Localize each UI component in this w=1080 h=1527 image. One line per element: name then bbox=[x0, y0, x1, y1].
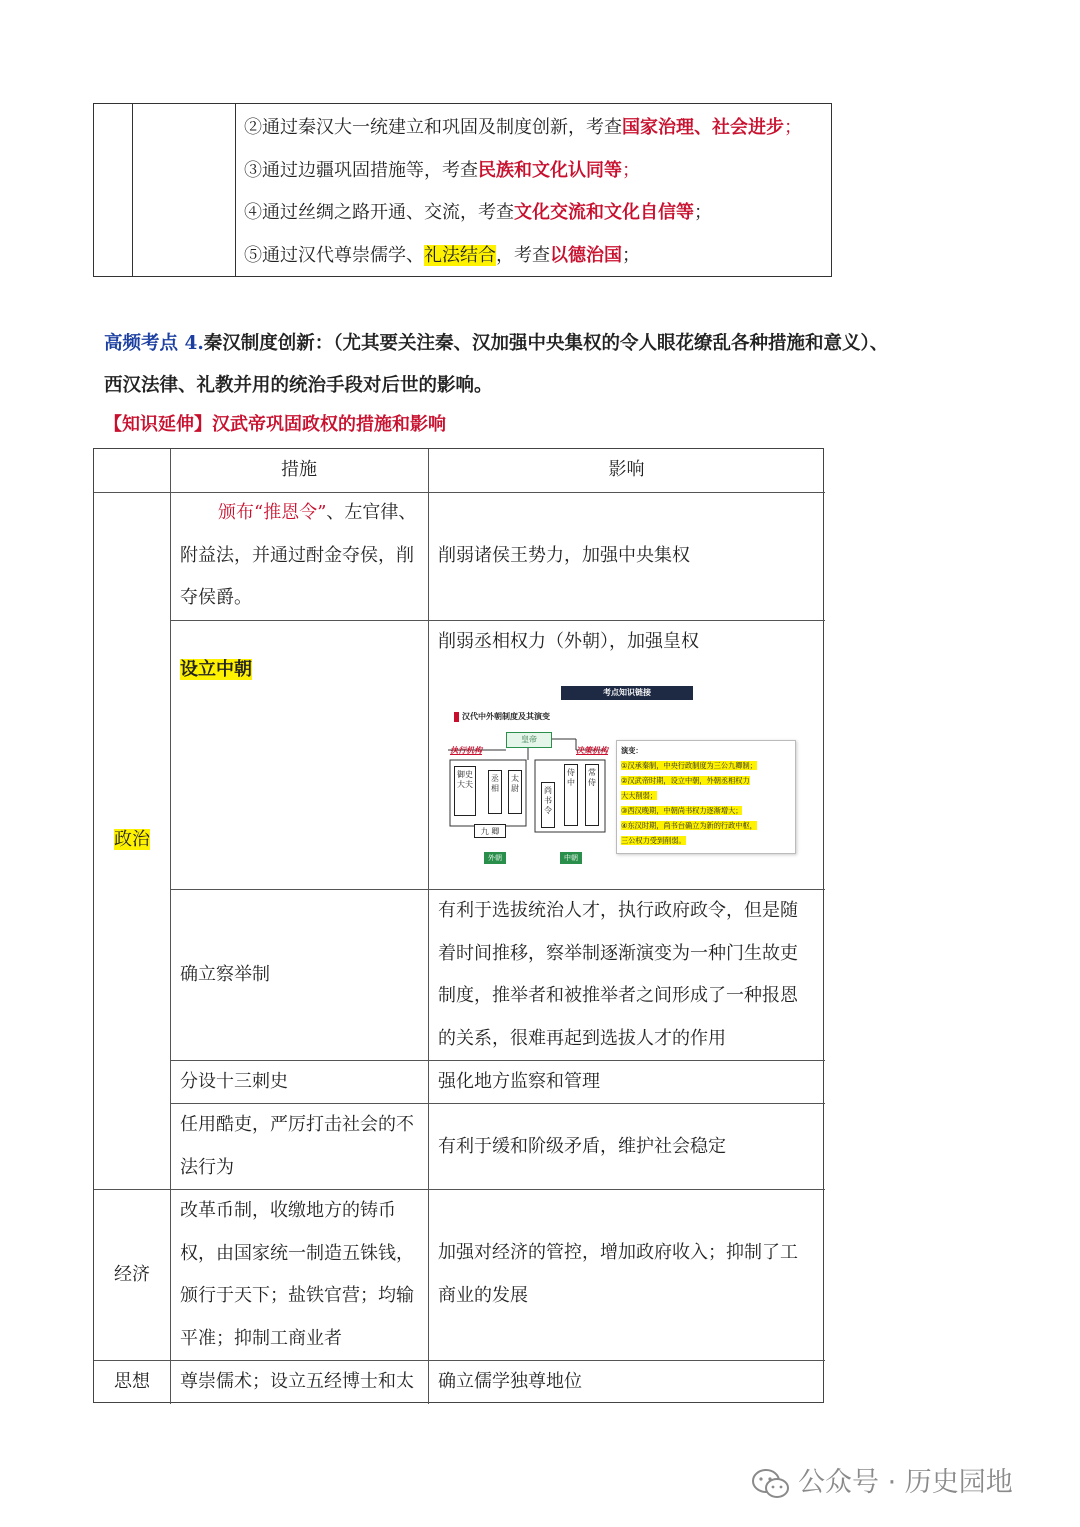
inner-box-regular-attendant: 常侍 bbox=[585, 764, 599, 826]
evolution-note: 演变： ①汉承秦制，中央行政制度为三公九卿制； ②汉武帝时期，设立中朝，外朝丞相权力 大大削弱； ③西汉晚期，中朝尚书权力逐渐增大； ④东汉时期，尚书台确立为新的行政中枢， 三公权力受到削弱。 bbox=[616, 740, 796, 854]
col-divider-2 bbox=[428, 449, 429, 1404]
measure-row-5: 任用酷吏，严厉打击社会的不 法行为 bbox=[180, 1114, 414, 1178]
diagram-subtitle: 汉代中外朝制度及其演变 bbox=[454, 711, 550, 722]
measure-row-2: 设立中朝 bbox=[180, 659, 252, 680]
measure-row-6: 改革币制，收缴地方的铸币 权，由国家统一制造五铢钱， 颁行于天下；盐铁官营；均输 平准；抑制工商业者 bbox=[180, 1200, 414, 1349]
heading-label: 高频考点 4. bbox=[104, 333, 204, 354]
section-heading bbox=[104, 323, 1004, 407]
heading-text-2: 西汉法律、礼教并用的统治手段对后世的影响。 bbox=[104, 375, 493, 396]
outer-court-tag: 外朝 bbox=[484, 852, 506, 864]
inner-box-secretariat: 尚书令 bbox=[541, 782, 555, 828]
top-table-content bbox=[244, 113, 829, 283]
impact-row-5: 有利于缓和阶级矛盾，维护社会稳定 bbox=[438, 1136, 726, 1157]
wechat-icon bbox=[752, 1468, 790, 1500]
inner-box-attendant: 侍中 bbox=[564, 764, 578, 826]
category-thought: 思想 bbox=[114, 1371, 150, 1392]
inner-court-tag: 中朝 bbox=[560, 852, 582, 864]
top-table-col2 bbox=[132, 104, 236, 276]
category-economy: 经济 bbox=[114, 1264, 150, 1285]
nine-ministers-box: 九 卿 bbox=[474, 824, 506, 838]
impact-row-1: 削弱诸侯王势力，加强中央集权 bbox=[438, 545, 690, 566]
top-line-4: ④通过丝绸之路开通、交流，考查文化交流和文化自信等； bbox=[244, 202, 712, 223]
impact-row-3: 有利于选拔统治人才，执行政府政令，但是随 着时间推移，察举制逐渐演变为一种门生故吏 制度，推举者和被推举者之间形成了一种报恩 的关系，很难再起到选拔人才的作用 bbox=[438, 900, 798, 1049]
measures-table bbox=[93, 448, 824, 1403]
top-line-3: ③通过边疆巩固措施等，考查民族和文化认同等； bbox=[244, 159, 640, 181]
col-divider-1 bbox=[170, 449, 171, 1404]
outer-box-chancellor: 丞相 bbox=[488, 770, 502, 814]
emperor-box: 皇帝 bbox=[506, 732, 552, 748]
exec-label: 执行机构 bbox=[450, 746, 482, 755]
impact-row-6: 加强对经济的管控，增加政府收入；抑制了工 商业的发展 bbox=[438, 1242, 798, 1306]
measure-row-1: 颁布“推恩令”、左官律、 附益法，并通过酎金夺侯，削 夺侯爵。 bbox=[180, 502, 417, 608]
watermark-text: 公众号 · 历史园地 bbox=[798, 1467, 1013, 1498]
measure-row-4: 分设十三刺史 bbox=[180, 1071, 288, 1092]
impact-row-4: 强化地方监察和管理 bbox=[438, 1071, 600, 1092]
measure-row-3: 确立察举制 bbox=[180, 964, 270, 985]
watermark bbox=[752, 1460, 1013, 1500]
top-line-5: ⑤通过汉代尊崇儒学、礼法结合，考查以德治国； bbox=[244, 244, 640, 266]
top-table bbox=[93, 103, 832, 277]
impact-row-7: 确立儒学独尊地位 bbox=[438, 1371, 582, 1392]
extension-title: 【知识延伸】汉武帝巩固政权的措施和影响 bbox=[104, 414, 446, 435]
decision-label: 决策机构 bbox=[576, 746, 608, 755]
heading-text-1: 秦汉制度创新：（尤其要关注秦、汉加强中央集权的令人眼花缭乱各种措施和意义）、 bbox=[203, 333, 889, 354]
outer-box-commandant: 太尉 bbox=[508, 770, 522, 814]
outer-box-censor: 御史大夫 bbox=[454, 766, 476, 816]
top-table-col1 bbox=[94, 104, 133, 276]
impact-row-2: 削弱丞相权力（外朝），加强皇权 bbox=[438, 631, 699, 652]
category-politics: 政治 bbox=[114, 829, 150, 850]
header-impact: 影响 bbox=[608, 459, 645, 480]
court-system-diagram bbox=[448, 686, 800, 866]
diagram-banner: 考点知识链接 bbox=[561, 686, 693, 700]
header-measure: 措施 bbox=[281, 459, 317, 480]
top-line-2: ②通过秦汉大一统建立和巩固及制度创新，考查国家治理、社会进步； bbox=[244, 117, 802, 138]
measure-row-7: 尊崇儒术；设立五经博士和太 bbox=[180, 1371, 414, 1392]
